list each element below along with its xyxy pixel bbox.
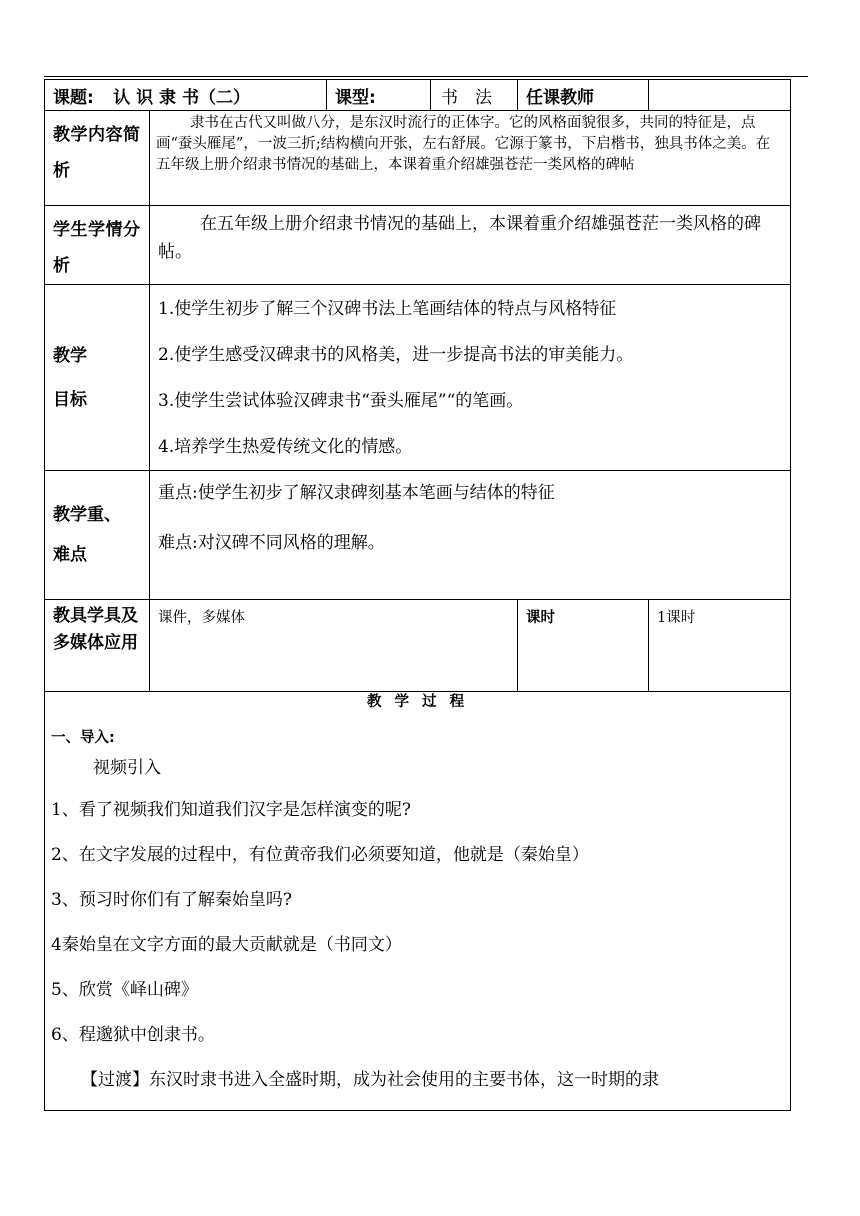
process-line: 5、欣赏《峄山碑》 <box>51 980 198 1000</box>
process-row <box>45 692 791 1111</box>
content-intro-label: 教学内容简析 <box>45 111 150 206</box>
process-line: 6、程邈狱中创隶书。 <box>51 1025 215 1045</box>
student-analysis-label: 学生学情分析 <box>45 206 150 285</box>
lesson-plan-table <box>44 79 791 1111</box>
teacher-label: 任课教师 <box>526 87 595 108</box>
difficulty-text: 难点:对汉碑不同风格的理解。 <box>158 533 385 553</box>
process-line: 1、看了视频我们知道我们汉字是怎样演变的呢? <box>51 800 411 820</box>
topic-label: 课题: <box>53 87 94 108</box>
teacher-value-cell <box>649 80 791 111</box>
teacher-label-cell <box>518 80 649 111</box>
type-label-cell <box>327 80 431 111</box>
topic-cell <box>45 80 327 111</box>
key-points-label-line1: 教学重、 <box>53 505 121 525</box>
topic-value: 认 识 隶 书（二） <box>113 87 250 108</box>
objectives-row <box>45 285 791 471</box>
objectives-label-line2: 目标 <box>53 389 87 410</box>
objective-item: 4.培养学生热爱传统文化的情感。 <box>158 437 413 457</box>
content-intro-row <box>45 111 791 206</box>
header-row <box>45 80 791 111</box>
objectives-list <box>150 285 791 471</box>
top-rule <box>44 76 808 77</box>
type-label: 课型: <box>335 87 376 108</box>
type-value: 书 法 <box>441 87 493 108</box>
objective-item: 2.使学生感受汉碑隶书的风格美，进一步提高书法的审美能力。 <box>158 345 634 365</box>
key-points-label <box>45 471 150 600</box>
process-line: 视频引入 <box>93 758 161 778</box>
process-section-intro: 一、导入: <box>51 730 115 746</box>
key-points-content <box>150 471 791 600</box>
type-value-cell <box>431 80 518 111</box>
key-points-label-line2: 难点 <box>53 545 87 565</box>
content-intro-text: 隶书在古代又叫做八分，是东汉时流行的正体字。它的风格面貌很多，共同的特征是，点画“蚕头雁尾”，一波三折;结构横向开张，左右舒展。它源于篆书，下启楷书，独具书体之美。在五年级上册介绍隶书情况的基础上，本课着重介绍雄强苍茫一类风格的碑帖 <box>150 111 791 206</box>
media-label: 教具学具及多媒体应用 <box>45 600 150 692</box>
objective-item: 1.使学生初步了解三个汉碑书法上笔画结体的特点与风格特征 <box>158 299 617 319</box>
objectives-label-line1: 教学 <box>53 345 87 366</box>
focus-text: 重点:使学生初步了解汉隶碑刻基本笔画与结体的特征 <box>158 483 555 503</box>
teaching-process <box>45 692 791 1111</box>
objectives-label <box>45 285 150 471</box>
student-analysis-text: 在五年级上册介绍隶书情况的基础上，本课着重介绍雄强苍茫一类风格的碑帖。 <box>150 206 791 285</box>
key-points-row <box>45 471 791 600</box>
process-line: 3、预习时你们有了解秦始皇吗? <box>51 890 292 910</box>
process-title: 教 学 过 程 <box>366 694 469 710</box>
process-transition: 【过渡】东汉时隶书进入全盛时期，成为社会使用的主要书体，这一时期的隶 <box>81 1070 659 1090</box>
media-value: 课件，多媒体 <box>150 600 518 692</box>
process-line: 4秦始皇在文字方面的最大贡献就是（书同文） <box>51 935 402 955</box>
student-analysis-row <box>45 206 791 285</box>
period-value: 1课时 <box>649 600 791 692</box>
process-line: 2、在文字发展的过程中，有位黄帝我们必须要知道，他就是（秦始皇） <box>51 845 589 865</box>
media-row <box>45 600 791 692</box>
period-label: 课时 <box>518 600 649 692</box>
objective-item: 3.使学生尝试体验汉碑隶书“蚕头雁尾”“的笔画。 <box>158 391 524 411</box>
